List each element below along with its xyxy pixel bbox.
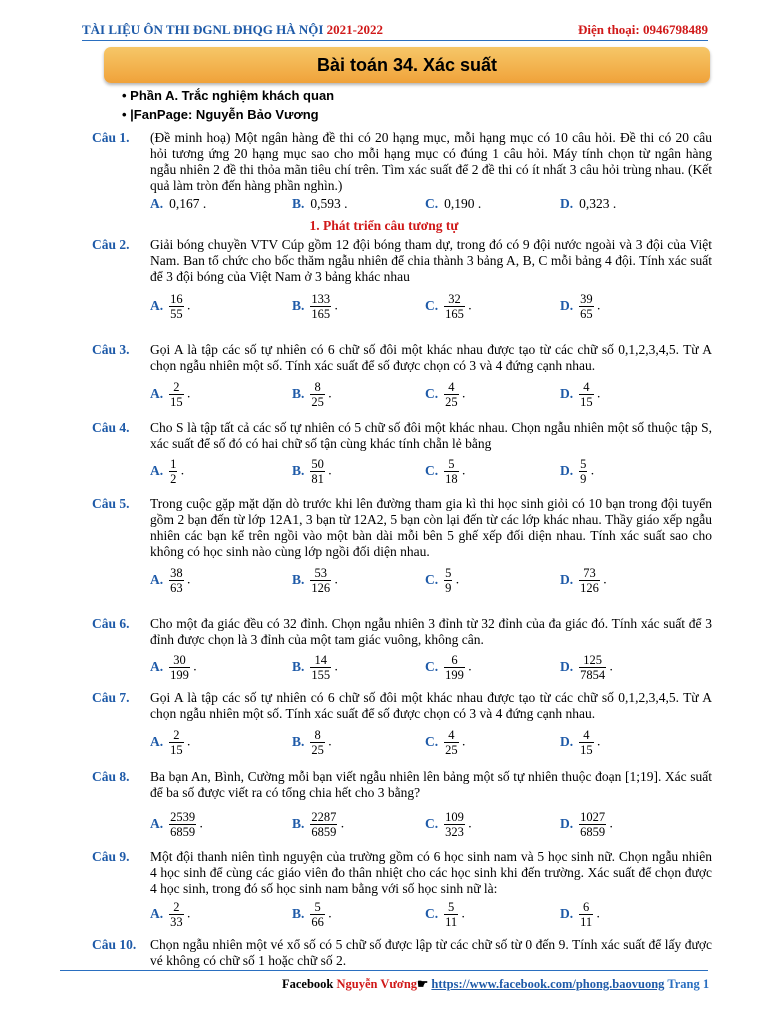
option-fraction: $\frac{32}{165}$ [445,292,464,321]
header-phone: Điện thoại: 0946798489 [578,22,708,37]
option-fraction: $\frac{2539}{6859}$ [170,810,196,839]
question-text: Ba bạn An, Bình, Cường mỗi bạn viết ngẫu nhiên lên bảng một số tự nhiên thuộc đoạn [1;19]. Xác suất để ba số được viết ra có tổng chia hết cho 3 bằng? [150,769,712,800]
answer-option[interactable]: A. $\frac{16}{55}$ . [150,292,191,321]
question-number: Câu 4. [92,420,130,435]
option-fraction: $\frac{4}{15}$ [580,728,593,757]
option-fraction: $\frac{1027}{6859}$ [580,810,606,839]
option-fraction: $\frac{2}{15}$ [170,728,183,757]
option-letter: A. [150,905,164,921]
option-letter: C. [425,815,439,831]
question-number: Câu 3. [92,342,130,357]
question [92,769,712,801]
pointing-hand-icon: ☛ [417,977,432,991]
option-letter: B. [292,658,305,674]
page-header [82,22,708,40]
option-value: 0,190 . [444,196,482,211]
question-text: Cho S là tập tất cả các số tự nhiên có 5 chữ số đôi một khác nhau. Chọn ngẫu nhiên một số thuộc tập S, xác suất để số đó có hai chữ số tận cùng khác tính chẵn lẻ bằng [150,420,712,451]
option-fraction: $\frac{8}{25}$ [311,380,324,409]
option-fraction: $\frac{8}{25}$ [311,728,324,757]
answer-option[interactable]: B. $\frac{53}{126}$ . [292,566,338,595]
answer-option[interactable]: D. $\frac{39}{65}$ . [560,292,601,321]
option-fraction: $\frac{73}{126}$ [580,566,599,595]
option-fraction: $\frac{5}{9}$ [445,566,452,595]
answer-option[interactable]: A. $\frac{38}{63}$ . [150,566,191,595]
page-number: Trang 1 [664,977,710,991]
answer-option[interactable]: C. $\frac{32}{165}$ . [425,292,472,321]
page-footer: Facebook Nguyễn Vương☛ https://www.facebook.com/phong.baovuong Trang 1 [282,977,710,991]
answer-option[interactable]: B. $\frac{50}{81}$ . [292,457,332,486]
option-fraction: $\frac{4}{15}$ [580,380,593,409]
option-fraction: $\frac{39}{65}$ [580,292,593,321]
answer-option[interactable] [425,196,481,212]
option-letter: A. [150,815,164,831]
answer-option[interactable]: D. $\frac{4}{15}$ . [560,728,601,757]
answer-option[interactable] [560,196,616,212]
option-fraction: $\frac{2287}{6859}$ [311,810,337,839]
option-letter: A. [150,385,164,401]
option-fraction: $\frac{1}{2}$ [170,457,177,486]
answer-option[interactable]: C. $\frac{4}{25}$ . [425,728,466,757]
option-letter: D. [560,905,574,921]
option-fraction: $\frac{2}{33}$ [170,900,183,929]
question-number: Câu 10. [92,937,137,952]
question [92,420,712,452]
option-letter: D. [560,733,574,749]
answer-option[interactable]: C. $\frac{5}{11}$ . [425,900,465,929]
option-letter: B. [292,385,305,401]
option-letter: A. [150,297,164,313]
option-fraction: $\frac{2}{15}$ [170,380,183,409]
option-letter: D. [560,815,574,831]
header-year: 2021-2022 [326,22,383,37]
answer-option[interactable]: A. $\frac{30}{199}$ . [150,653,197,682]
question-number: Câu 9. [92,849,130,864]
answer-option[interactable]: B. $\frac{8}{25}$ . [292,728,332,757]
option-letter: C. [425,733,439,749]
answer-option[interactable]: C. $\frac{5}{9}$ . [425,566,460,595]
question-text: Chọn ngẫu nhiên một vé xổ số có 5 chữ số được lập từ các chữ số từ 0 đến 9. Tính xác suất để lấy được vé không có chữ số 1 hoặc chữ số 2. [150,937,712,968]
answer-option[interactable]: B. $\frac{5}{66}$ . [292,900,332,929]
question [92,690,712,722]
question [92,130,712,194]
question [92,849,712,897]
question-text: Trong cuộc gặp mặt dặn dò trước khi lên đường tham gia kì thi học sinh giỏi có 10 bạn trong đội tuyển gồm 2 bạn đến từ lớp 12A1, 3 bạn từ 12A2, 5 bạn còn lại đến từ các lớp khác nhau. Thầy giáo xếp ngẫu nhiên các bạn kể trên ngồi vào một bàn dài mỗi bên 5 ghế xếp đối diện nhau. Tính xác suất sao cho không có học sinh nào cùng lớp ngồi đối diện nhau. [150,496,712,559]
header-title: TÀI LIỆU ÔN THI ĐGNL ĐHQG HÀ NỘI 2021-2022 [82,22,383,37]
option-letter: D. [560,462,574,478]
answer-option[interactable]: A. $\frac{1}{2}$ . [150,457,185,486]
option-letter: C. [425,196,439,211]
section-bullet: • Phần A. Trắc nghiệm khách quan [122,88,335,103]
answer-option[interactable]: B. $\frac{14}{155}$ . [292,653,338,682]
footer-author: Nguyễn Vương [336,977,418,991]
answer-option[interactable]: B. $\frac{2287}{6859}$ . [292,810,345,839]
option-fraction: $\frac{14}{155}$ [311,653,331,682]
answer-option[interactable]: D. $\frac{4}{15}$ . [560,380,601,409]
option-letter: A. [150,658,164,674]
option-letter: B. [292,905,305,921]
option-letter: A. [150,733,164,749]
question-text: Cho một đa giác đều có 32 đỉnh. Chọn ngẫu nhiên 3 đỉnh từ 32 đỉnh của đa giác đó. Tính xác suất để 3 đỉnh được chọn là 3 đỉnh của một tam giác vuông, không cân. [150,616,712,647]
option-letter: C. [425,658,439,674]
option-letter: C. [425,385,439,401]
option-letter: A. [150,571,164,587]
option-letter: B. [292,571,305,587]
option-fraction: $\frac{109}{323}$ [445,810,464,839]
option-fraction: $\frac{30}{199}$ [170,653,189,682]
option-fraction: $\frac{50}{81}$ [311,457,324,486]
question [92,616,712,648]
option-letter: D. [560,658,574,674]
question-text: Giải bóng chuyền VTV Cúp gồm 12 đội bóng tham dự, trong đó có 9 đội nước ngoài và 3 đội của Việt Nam. Ban tổ chức cho bốc thăm ngẫu nhiên để chia thành 3 bảng A, B, C mỗi bảng 4 đội. Tính xác suất để 3 đội bóng của Việt Nam ở 3 bảng khác nhau [150,237,712,284]
question-text: Gọi A là tập các số tự nhiên có 6 chữ số đôi một khác nhau được tạo từ các chữ số 0,1,2,3,4,5. Từ A chọn ngẫu nhiên một số. Tính xác suất để số được chọn có 3 và 4 đứng cạnh nhau. [150,342,712,373]
question-number: Câu 8. [92,769,130,784]
option-fraction: $\frac{6}{11}$ [580,900,593,929]
header-divider [82,40,708,41]
answer-option[interactable]: A. $\frac{2}{33}$ . [150,900,191,929]
option-letter: A. [150,462,164,478]
option-letter: B. [292,815,305,831]
footer-link[interactable]: https://www.facebook.com/phong.baovuong [431,977,665,991]
footer-divider [60,970,708,971]
question-number: Câu 1. [92,130,130,145]
answer-option[interactable]: C. $\frac{5}{18}$ . [425,457,466,486]
fanpage-bullet: • |FanPage: Nguyễn Bảo Vương [122,107,319,122]
option-value: 0,323 . [579,196,617,211]
option-fraction: $\frac{53}{126}$ [311,566,331,595]
option-fraction: $\frac{38}{63}$ [170,566,183,595]
option-letter: C. [425,462,439,478]
option-fraction: $\frac{125}{7854}$ [580,653,606,682]
question-number: Câu 6. [92,616,130,631]
question-text: Một đội thanh niên tình nguyện của trường gồm có 6 học sinh nam và 5 học sinh nữ. Chọn ngẫu nhiên 4 học sinh để cùng các giáo viên đo thân nhiệt cho các học sinh khi đến trường. Xác suất để chọn được 4 học sinh, trong đó số học sinh nam bằng với số học sinh nữ là: [150,849,712,896]
option-fraction: $\frac{5}{18}$ [445,457,458,486]
answer-option[interactable]: D. $\frac{73}{126}$ . [560,566,607,595]
option-fraction: $\frac{133}{165}$ [311,292,331,321]
question-text: (Đề minh hoạ) Một ngân hàng đề thi có 20 hạng mục, mỗi hạng mục có 10 câu hỏi. Đề thi có 20 câu hỏi tương ứng 20 hạng mục sao cho mỗi hạng mục có đúng 1 câu hỏi. Máy tính chọn từ ngân hàng ngẫu nhiên 2 đề thi thỏa mãn tiêu chí trên. Tìm xác suất để 2 đề thi có ít nhất 3 câu hỏi trùng nhau. (Kết quả làm tròn đến hàng phần nghìn.) [150,130,712,193]
answer-option[interactable]: C. $\frac{109}{323}$ . [425,810,472,839]
option-value: 0,167 . [169,196,207,211]
page-title-banner: Bài toán 34. Xác suất [104,47,710,83]
option-letter: B. [292,196,305,211]
question-text: Gọi A là tập các số tự nhiên có 6 chữ số đôi một khác nhau được tạo từ các chữ số 0,1,2,3,4,5. Từ A chọn ngẫu nhiên một số. Tính xác suất để số được chọn có 3 và 4 đứng cạnh nhau. [150,690,712,721]
option-value: 0,593 . [310,196,348,211]
option-fraction: $\frac{4}{25}$ [445,380,458,409]
answer-option[interactable]: A. $\frac{2539}{6859}$ . [150,810,203,839]
answer-option[interactable]: A. $\frac{2}{15}$ . [150,728,191,757]
answer-option[interactable]: B. $\frac{133}{165}$ . [292,292,338,321]
option-fraction: $\frac{5}{11}$ [445,900,458,929]
option-letter: C. [425,571,439,587]
option-letter: C. [425,905,439,921]
question [92,496,712,560]
answer-option[interactable]: C. $\frac{4}{25}$ . [425,380,466,409]
question-number: Câu 2. [92,237,130,252]
answer-option[interactable]: D. $\frac{5}{9}$ . [560,457,595,486]
option-fraction: $\frac{4}{25}$ [445,728,458,757]
option-fraction: $\frac{5}{66}$ [311,900,324,929]
option-letter: D. [560,385,574,401]
option-letter: D. [560,297,574,313]
subheading: 1. Phát triển câu tương tự [309,218,459,233]
option-fraction: $\frac{16}{55}$ [170,292,183,321]
option-letter: B. [292,297,305,313]
option-fraction: $\frac{6}{199}$ [445,653,464,682]
answer-option[interactable] [292,196,348,212]
option-fraction: $\frac{5}{9}$ [580,457,587,486]
question [92,237,712,285]
option-letter: B. [292,733,305,749]
option-letter: D. [560,571,574,587]
question [92,342,712,374]
option-letter: C. [425,297,439,313]
option-letter: D. [560,196,574,211]
answer-option[interactable]: D. $\frac{6}{11}$ . [560,900,600,929]
answer-option[interactable]: D. $\frac{1027}{6859}$ . [560,810,613,839]
answer-option[interactable]: C. $\frac{6}{199}$ . [425,653,472,682]
question [92,937,712,969]
answer-option[interactable] [150,196,206,212]
answer-option[interactable]: A. $\frac{2}{15}$ . [150,380,191,409]
answer-option[interactable]: B. $\frac{8}{25}$ . [292,380,332,409]
question-number: Câu 7. [92,690,130,705]
answer-option[interactable]: D. $\frac{125}{7854}$ . [560,653,613,682]
option-letter: A. [150,196,164,211]
question-number: Câu 5. [92,496,130,511]
option-letter: B. [292,462,305,478]
